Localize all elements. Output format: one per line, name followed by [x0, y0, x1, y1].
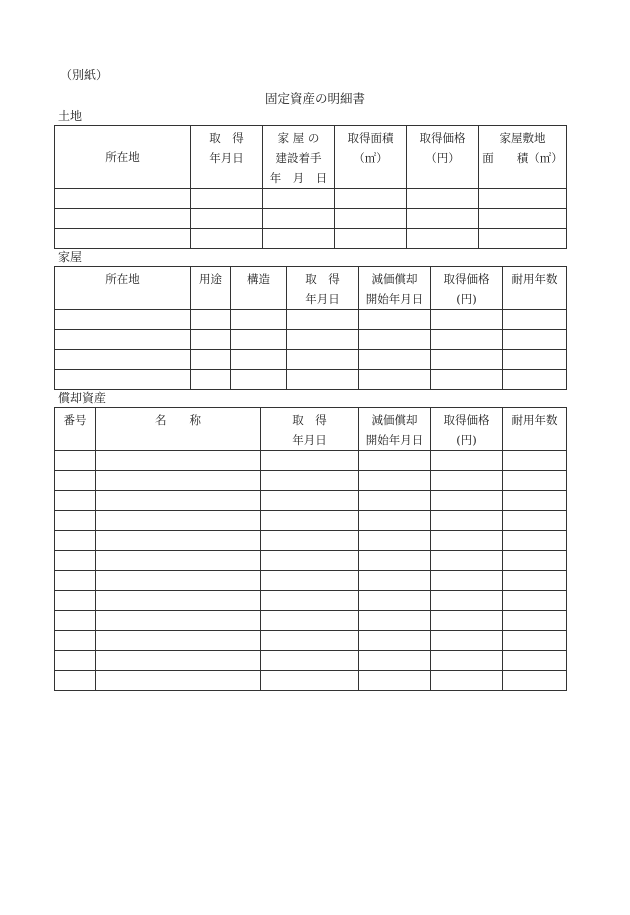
building-rows	[55, 310, 567, 390]
land-col-acquired-area	[335, 126, 407, 189]
table-cell[interactable]	[55, 229, 191, 249]
table-cell[interactable]	[359, 571, 431, 591]
table-cell[interactable]	[359, 631, 431, 651]
land-header-row	[55, 126, 567, 189]
land-rows	[55, 189, 567, 249]
table-cell[interactable]	[261, 531, 359, 551]
table-cell[interactable]	[407, 209, 479, 229]
table-cell[interactable]	[261, 511, 359, 531]
table-cell[interactable]	[55, 330, 191, 350]
building-heading: 家屋	[58, 250, 83, 264]
table-row	[55, 631, 567, 651]
table-cell[interactable]	[503, 471, 567, 491]
table-cell[interactable]	[359, 531, 431, 551]
table-cell[interactable]	[96, 531, 261, 551]
table-cell[interactable]	[359, 370, 431, 390]
table-cell[interactable]	[359, 350, 431, 370]
table-row	[55, 591, 567, 611]
depreciable-col-name	[96, 408, 261, 451]
table-cell[interactable]	[503, 591, 567, 611]
table-cell[interactable]	[431, 571, 503, 591]
header-line: (円)	[456, 433, 477, 447]
table-cell[interactable]	[287, 310, 359, 330]
header-line: 所在地	[105, 272, 140, 286]
header-line: 取得価格	[443, 272, 490, 286]
depreciable-col-depreciation-start	[359, 408, 431, 451]
table-cell[interactable]	[55, 209, 191, 229]
table-cell[interactable]	[503, 671, 567, 691]
table-cell[interactable]	[55, 631, 96, 651]
header-line: 減価償却	[371, 413, 418, 427]
table-cell[interactable]	[503, 651, 567, 671]
table-cell[interactable]	[431, 310, 503, 330]
table-cell[interactable]	[359, 591, 431, 611]
table-cell[interactable]	[231, 330, 287, 350]
table-cell[interactable]	[431, 611, 503, 631]
table-cell[interactable]	[191, 229, 263, 249]
depreciable-col-number	[55, 408, 96, 451]
table-cell[interactable]	[55, 651, 96, 671]
header-line: 開始年月日	[365, 433, 424, 447]
table-row	[55, 511, 567, 531]
building-col-location	[55, 267, 191, 310]
table-cell[interactable]	[261, 491, 359, 511]
table-cell[interactable]	[55, 451, 96, 471]
table-row	[55, 551, 567, 571]
table-cell[interactable]	[55, 491, 96, 511]
header-line: 耐用年数	[511, 413, 558, 427]
header-line: 家 屋 の	[277, 131, 320, 145]
table-cell[interactable]	[431, 330, 503, 350]
table-cell[interactable]	[261, 551, 359, 571]
table-cell[interactable]	[359, 491, 431, 511]
building-col-acquisition-date	[287, 267, 359, 310]
table-cell[interactable]	[231, 350, 287, 370]
table-cell[interactable]	[96, 451, 261, 471]
building-header-row	[55, 267, 567, 310]
table-cell[interactable]	[335, 229, 407, 249]
table-cell[interactable]	[263, 209, 335, 229]
table-cell[interactable]	[263, 189, 335, 209]
table-cell[interactable]	[407, 189, 479, 209]
table-cell[interactable]	[431, 671, 503, 691]
table-cell[interactable]	[431, 471, 503, 491]
header-line: 名 称	[155, 413, 201, 427]
table-cell[interactable]	[335, 209, 407, 229]
building-col-structure	[231, 267, 287, 310]
table-cell[interactable]	[287, 330, 359, 350]
depreciable-table	[54, 407, 567, 691]
depreciable-rows	[55, 451, 567, 691]
table-cell[interactable]	[359, 511, 431, 531]
header-line: （円）	[425, 151, 460, 165]
table-cell[interactable]	[96, 571, 261, 591]
land-col-construction-start	[263, 126, 335, 189]
land-col-location	[55, 126, 191, 189]
table-cell[interactable]	[261, 571, 359, 591]
header-line: (円)	[456, 292, 477, 306]
table-row	[55, 491, 567, 511]
header-line: 面 積（㎡）	[482, 151, 563, 165]
table-cell[interactable]	[55, 611, 96, 631]
table-cell[interactable]	[431, 551, 503, 571]
table-cell[interactable]	[55, 189, 191, 209]
table-cell[interactable]	[191, 310, 231, 330]
table-cell[interactable]	[261, 451, 359, 471]
header-line: （㎡）	[353, 151, 388, 165]
table-cell[interactable]	[261, 471, 359, 491]
table-cell[interactable]	[55, 370, 191, 390]
table-cell[interactable]	[431, 350, 503, 370]
table-row	[55, 651, 567, 671]
land-col-acquisition-price	[407, 126, 479, 189]
header-line: 家屋敷地	[499, 131, 546, 145]
table-cell[interactable]	[231, 310, 287, 330]
attachment-label: （別紙）	[60, 68, 109, 82]
table-cell[interactable]	[191, 209, 263, 229]
header-line: 取得面積	[347, 131, 394, 145]
header-line: 開始年月日	[365, 292, 424, 306]
table-cell[interactable]	[359, 451, 431, 471]
header-line: 年 月 日	[269, 171, 328, 185]
table-cell[interactable]	[359, 310, 431, 330]
depreciable-col-acquisition-date	[261, 408, 359, 451]
table-cell[interactable]	[191, 370, 231, 390]
table-row	[55, 571, 567, 591]
table-cell[interactable]	[191, 189, 263, 209]
table-cell[interactable]	[96, 491, 261, 511]
table-cell[interactable]	[261, 611, 359, 631]
table-cell[interactable]	[431, 491, 503, 511]
table-cell[interactable]	[261, 591, 359, 611]
table-cell[interactable]	[503, 330, 567, 350]
table-cell[interactable]	[191, 330, 231, 350]
header-line: 建設着手	[275, 151, 322, 165]
table-cell[interactable]	[503, 370, 567, 390]
table-cell[interactable]	[503, 310, 567, 330]
table-cell[interactable]	[261, 631, 359, 651]
table-cell[interactable]	[96, 551, 261, 571]
header-line: 所在地	[105, 150, 140, 164]
table-cell[interactable]	[503, 451, 567, 471]
table-cell[interactable]	[231, 370, 287, 390]
table-cell[interactable]	[287, 350, 359, 370]
table-cell[interactable]	[55, 531, 96, 551]
table-cell[interactable]	[55, 511, 96, 531]
table-cell[interactable]	[407, 229, 479, 249]
table-row	[55, 209, 567, 229]
header-line: 構造	[247, 272, 270, 286]
table-cell[interactable]	[96, 671, 261, 691]
header-line: 用途	[199, 272, 222, 286]
land-table	[54, 125, 567, 249]
table-cell[interactable]	[479, 229, 567, 249]
table-cell[interactable]	[191, 350, 231, 370]
table-row	[55, 451, 567, 471]
table-cell[interactable]	[431, 631, 503, 651]
header-line: 減価償却	[371, 272, 418, 286]
table-cell[interactable]	[55, 350, 191, 370]
table-row	[55, 370, 567, 390]
table-cell[interactable]	[431, 511, 503, 531]
table-cell[interactable]	[55, 471, 96, 491]
table-cell[interactable]	[96, 591, 261, 611]
table-cell[interactable]	[503, 611, 567, 631]
table-cell[interactable]	[359, 330, 431, 350]
land-col-acquisition-date	[191, 126, 263, 189]
table-cell[interactable]	[263, 229, 335, 249]
table-cell[interactable]	[359, 471, 431, 491]
header-line: 取得価格	[443, 413, 490, 427]
table-cell[interactable]	[479, 209, 567, 229]
table-cell[interactable]	[261, 671, 359, 691]
table-cell[interactable]	[359, 611, 431, 631]
header-line: 取 得	[305, 272, 340, 286]
table-cell[interactable]	[479, 189, 567, 209]
table-cell[interactable]	[503, 571, 567, 591]
table-cell[interactable]	[96, 651, 261, 671]
table-cell[interactable]	[335, 189, 407, 209]
table-cell[interactable]	[431, 651, 503, 671]
depreciable-heading: 償却資産	[58, 391, 107, 405]
table-cell[interactable]	[96, 631, 261, 651]
building-col-use	[191, 267, 231, 310]
header-line: 年月日	[209, 151, 244, 165]
building-table	[54, 266, 567, 390]
table-cell[interactable]	[359, 551, 431, 571]
header-line: 耐用年数	[511, 272, 558, 286]
header-line: 番号	[63, 413, 87, 427]
table-cell[interactable]	[503, 631, 567, 651]
table-cell[interactable]	[503, 491, 567, 511]
depreciable-col-acquisition-price	[431, 408, 503, 451]
table-cell[interactable]	[359, 671, 431, 691]
table-cell[interactable]	[431, 451, 503, 471]
table-row	[55, 531, 567, 551]
depreciable-header-row	[55, 408, 567, 451]
table-cell[interactable]	[431, 370, 503, 390]
table-cell[interactable]	[96, 511, 261, 531]
table-row	[55, 350, 567, 370]
document-title: 固定資産の明細書	[264, 91, 365, 106]
table-cell[interactable]	[55, 551, 96, 571]
table-row	[55, 611, 567, 631]
table-cell[interactable]	[55, 571, 96, 591]
header-line: 年月日	[305, 292, 340, 306]
building-col-acquisition-price	[431, 267, 503, 310]
header-line: 取 得	[209, 131, 244, 145]
table-cell[interactable]	[359, 651, 431, 671]
table-cell[interactable]	[96, 471, 261, 491]
table-cell[interactable]	[431, 591, 503, 611]
table-row	[55, 330, 567, 350]
table-row	[55, 471, 567, 491]
table-cell[interactable]	[431, 531, 503, 551]
header-line: 取 得	[292, 413, 327, 427]
table-cell[interactable]	[503, 511, 567, 531]
table-row	[55, 310, 567, 330]
building-col-useful-life	[503, 267, 567, 310]
table-cell[interactable]	[55, 671, 96, 691]
table-cell[interactable]	[287, 370, 359, 390]
table-row	[55, 671, 567, 691]
table-cell[interactable]	[55, 591, 96, 611]
table-cell[interactable]	[261, 651, 359, 671]
table-row	[55, 189, 567, 209]
depreciable-col-useful-life	[503, 408, 567, 451]
table-cell[interactable]	[503, 531, 567, 551]
table-cell[interactable]	[55, 310, 191, 330]
header-line: 年月日	[292, 433, 327, 447]
building-col-depreciation-start	[359, 267, 431, 310]
table-cell[interactable]	[503, 350, 567, 370]
table-cell[interactable]	[96, 611, 261, 631]
land-heading: 土地	[58, 109, 83, 123]
header-line: 取得価格	[419, 131, 466, 145]
land-col-site-area	[479, 126, 567, 189]
table-cell[interactable]	[503, 551, 567, 571]
table-row	[55, 229, 567, 249]
